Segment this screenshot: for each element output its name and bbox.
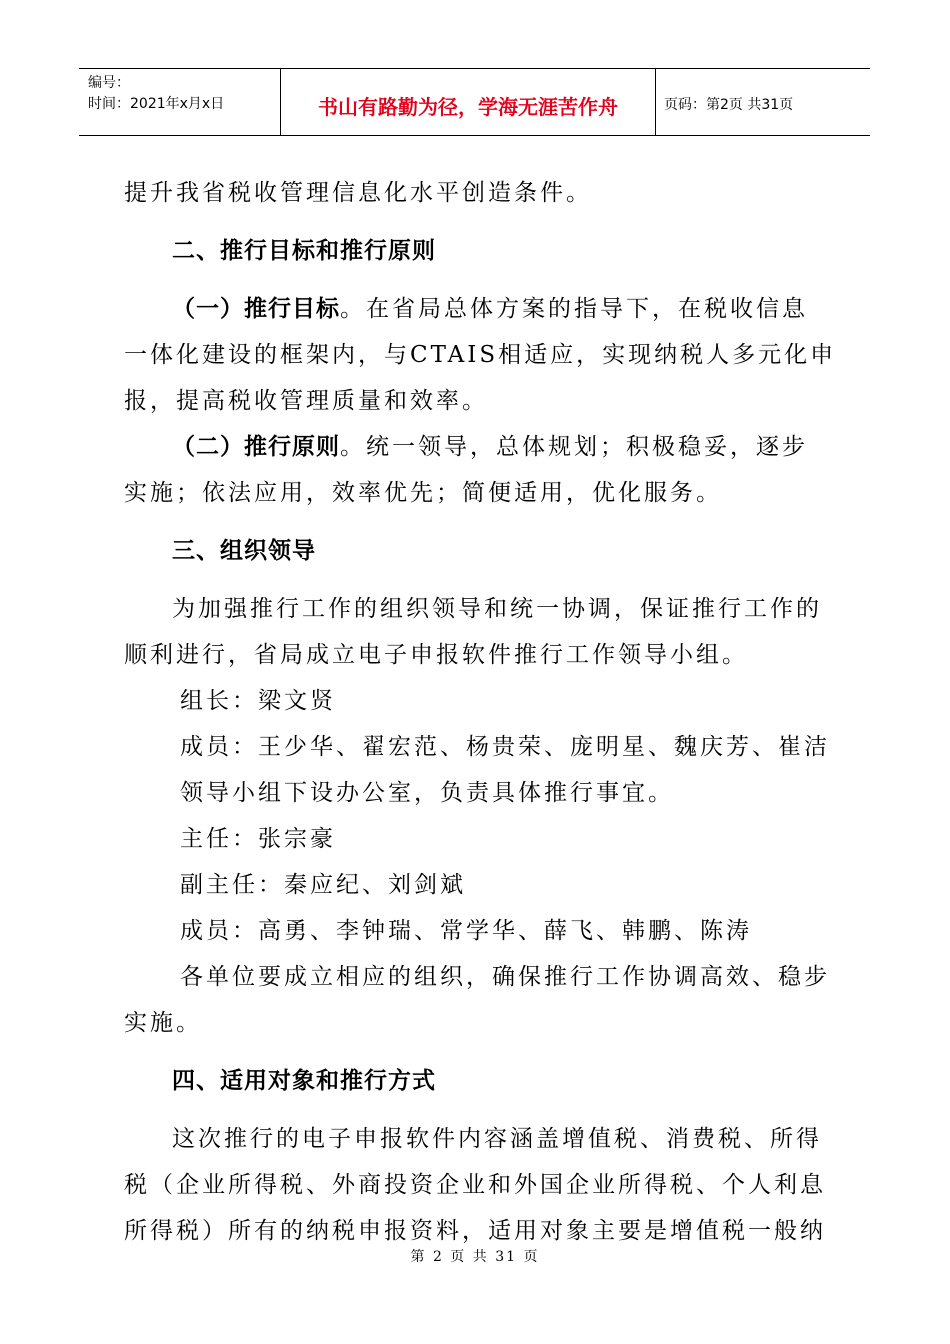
header-motto: 书山有路勤为径，学海无涯苦作舟 [281, 69, 656, 135]
director-line: 主任：张宗豪 [180, 826, 336, 852]
section-heading: 四、适用对象和推行方式 [172, 1068, 436, 1094]
members-line: 成员：高勇、李钟瑞、常学华、薛飞、韩鹏、陈涛 [180, 918, 752, 944]
paragraph: 这次推行的电子申报软件内容涵盖增值税、消费税、所得 [172, 1126, 822, 1152]
subsection-title: （一）推行目标 [172, 296, 340, 322]
document-body [124, 170, 837, 1254]
paragraph-text: 。在省局总体方案的指导下，在税收信息 [340, 296, 808, 322]
date-label: 时间：2021年x月x日 [88, 96, 225, 112]
paragraph: 提升我省税收管理信息化水平创造条件。 [124, 180, 592, 206]
paragraph-text: 。统一领导，总体规划；积极稳妥，逐步 [340, 434, 808, 460]
paragraph [124, 286, 828, 332]
subsection-title: （二）推行原则 [172, 434, 340, 460]
page-header [79, 68, 870, 136]
serial-label: 编号： [88, 75, 130, 91]
paragraph-line: 报，提高税收管理质量和效率。 [124, 388, 488, 414]
leader-line: 组长：梁文贤 [180, 688, 336, 714]
page-footer: 第 2 页 共 31 页 [410, 1249, 540, 1265]
section-heading: 三、组织领导 [172, 538, 316, 564]
paragraph-line: 实施；依法应用，效率优先；简便适用，优化服务。 [124, 480, 722, 506]
paragraph-line: 顺利进行，省局成立电子申报软件推行工作领导小组。 [124, 642, 748, 668]
paragraph [124, 424, 828, 470]
header-meta [79, 69, 281, 135]
paragraph-line: 所得税）所有的纳税申报资料，适用对象主要是增值税一般纳 [124, 1218, 826, 1244]
deputy-line: 副主任：秦应纪、刘剑斌 [180, 872, 466, 898]
paragraph: 为加强推行工作的组织领导和统一协调，保证推行工作的 [172, 596, 822, 622]
paragraph-line: 一体化建设的框架内，与CTAIS相适应，实现纳税人多元化申 [124, 342, 837, 368]
paragraph-line: 税（企业所得税、外商投资企业和外国企业所得税、个人利息 [124, 1172, 826, 1198]
paragraph: 各单位要成立相应的组织，确保推行工作协调高效、稳步 [180, 964, 830, 990]
section-heading: 二、推行目标和推行原则 [172, 238, 436, 264]
office-line: 领导小组下设办公室，负责具体推行事宜。 [180, 780, 674, 806]
header-page-info: 页码：第2页 共31页 [664, 97, 794, 113]
paragraph-line: 实施。 [124, 1010, 202, 1036]
members-line: 成员：王少华、翟宏范、杨贵荣、庞明星、魏庆芳、崔洁 [180, 734, 830, 760]
